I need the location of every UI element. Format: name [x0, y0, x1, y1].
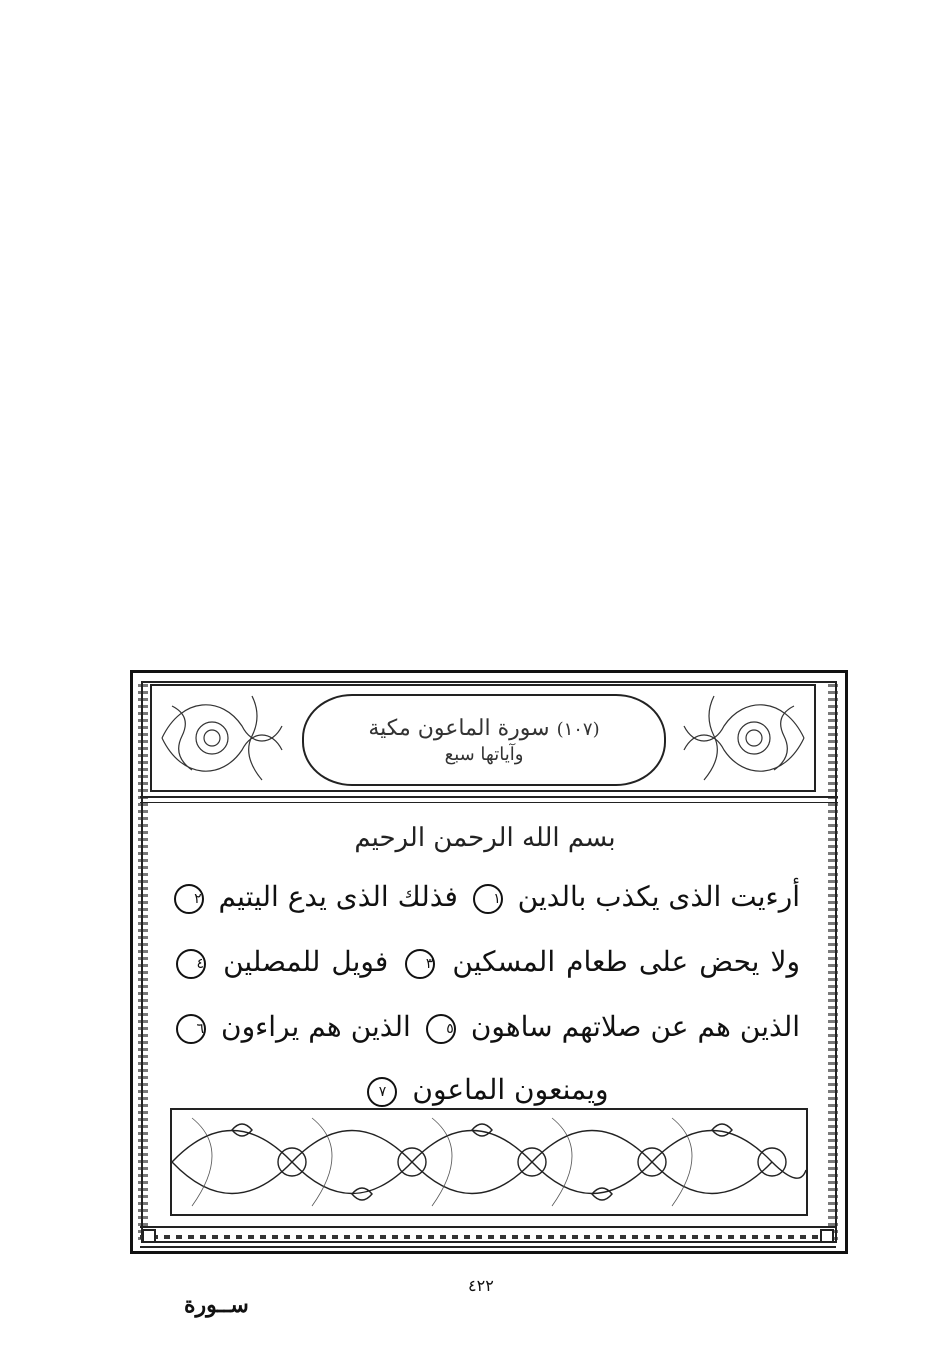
ayah-marker-icon: ٣: [405, 949, 435, 979]
header-left-ornament: [152, 686, 292, 790]
basmala: بسم الله الرحمن الرحيم: [354, 823, 616, 853]
left-dashed-border: [138, 680, 148, 1240]
bottom-ornament-panel: [170, 1108, 808, 1216]
arabesque-ornament: [172, 1110, 806, 1214]
right-dashed-border: [828, 680, 838, 1240]
surah-title: سورة الماعون مكية: [368, 716, 550, 742]
ayah-marker-icon: ٥: [426, 1014, 456, 1044]
ayah-marker-icon: ٧: [367, 1077, 397, 1107]
verse-text: ويمنعون الماعون: [412, 1073, 609, 1106]
page-number: ٤٢٢: [468, 1276, 494, 1295]
surah-title-cartouche: [302, 694, 666, 786]
verse-text: فذلك الذى يدع اليتيم: [218, 880, 458, 913]
surah-title-line: [368, 715, 599, 744]
verse-text: الذين هم يراءون: [221, 1010, 411, 1043]
catchword: ســورة: [184, 1292, 249, 1318]
surah-number: (١٠٧): [556, 719, 600, 741]
verse-text: ولا يحض على طعام المسكين: [452, 945, 800, 978]
verse-text: فويل للمصلين: [223, 945, 389, 978]
ayat-count: وآياتها سبع: [444, 743, 524, 765]
surah-header: [150, 684, 816, 792]
verse-line-1: [170, 880, 800, 914]
verse-line-3: [170, 1010, 801, 1044]
verse-text: أرءيت الذى يكذب بالدين: [517, 880, 800, 913]
ayah-marker-icon: ٤: [176, 949, 206, 979]
header-separator: [140, 796, 838, 803]
verse-text-area: [170, 808, 800, 1123]
ayah-marker-icon: ٦: [176, 1014, 206, 1044]
verse-line-4: [170, 1073, 800, 1107]
header-right-ornament: [674, 686, 814, 790]
verse-line-2: [170, 945, 800, 979]
ayah-marker-icon: ٢: [174, 884, 204, 914]
corner-ornament: [820, 1229, 834, 1243]
verse-text: الذين هم عن صلاتهم ساهون: [470, 1010, 801, 1043]
bottom-dashed-band: [140, 1226, 836, 1248]
corner-ornament: [142, 1229, 156, 1243]
ayah-marker-icon: ١: [473, 884, 503, 914]
